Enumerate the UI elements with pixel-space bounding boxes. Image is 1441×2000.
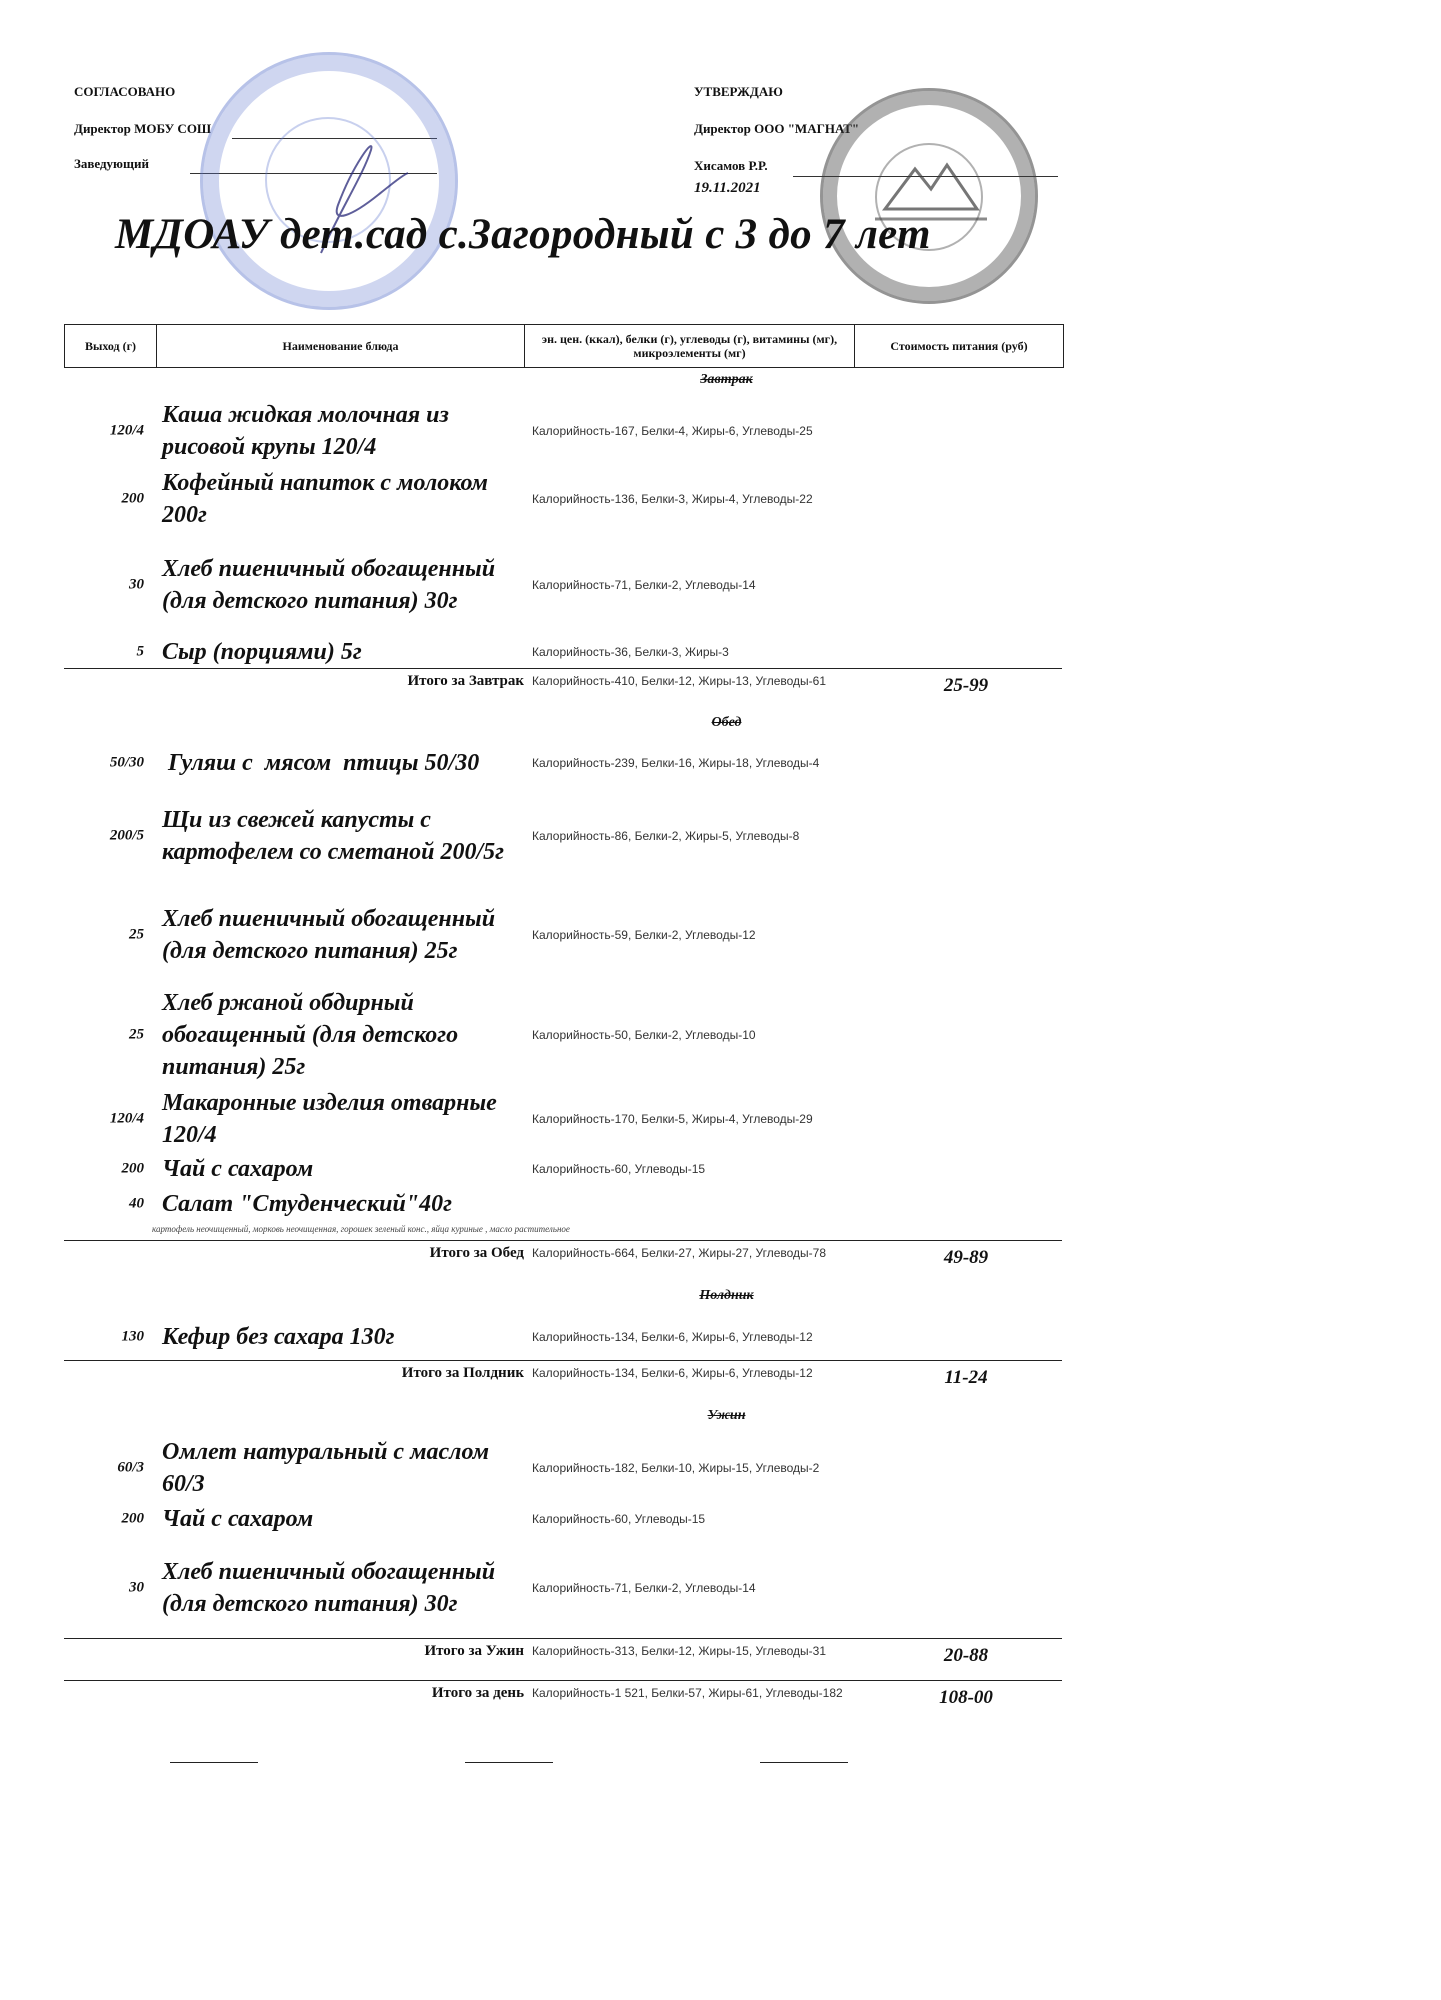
row-nutrition: Калорийность-60, Углеводы-15: [532, 1512, 706, 1526]
section-title-breakfast: Завтрак: [700, 372, 753, 387]
row-output: 60/3: [117, 1459, 144, 1476]
table-row: [64, 786, 1062, 886]
table-row: [64, 397, 1062, 465]
header-cost: Стоимость питания (руб): [890, 339, 1028, 353]
table-row: [64, 535, 1062, 635]
row-output: 25: [129, 926, 144, 943]
section-title-dinner: Ужин: [707, 1408, 746, 1423]
row-nutrition: Калорийность-86, Белки-2, Жиры-5, Углеводы-8: [532, 829, 800, 843]
row-output: 200: [121, 1160, 144, 1177]
header-nutrition: эн. цен. (ккал), белки (г), углеводы (г), витамины (мг), микроэлементы (мг): [525, 325, 855, 367]
approve-label: УТВЕРЖДАЮ: [694, 84, 783, 99]
row-output: 200/5: [109, 827, 144, 844]
total-label: Итого за Обед: [429, 1245, 524, 1261]
row-nutrition: Калорийность-71, Белки-2, Углеводы-14: [532, 578, 756, 592]
row-nutrition: Калорийность-136, Белки-3, Жиры-4, Углеводы-22: [532, 492, 813, 506]
signature-line: [170, 1762, 258, 1763]
total-row-lunch: [64, 1240, 1062, 1287]
director-company-label: Директор ООО "МАГНАТ": [694, 121, 860, 136]
row-dish: Хлеб пшеничный обогащенный (для детского питания) 30г: [162, 1559, 496, 1617]
row-output: 120/4: [109, 1110, 144, 1127]
mountain-logo-icon: [823, 91, 1035, 301]
table-row: [64, 744, 1062, 782]
total-row-dinner: [64, 1638, 1062, 1683]
row-dish: Чай с сахаром: [162, 1506, 314, 1532]
signature-line: [465, 1762, 553, 1763]
total-nutrition: Калорийность-664, Белки-27, Жиры-27, Углеводы-78: [532, 1246, 826, 1260]
row-nutrition: Калорийность-182, Белки-10, Жиры-15, Углеводы-2: [532, 1461, 820, 1475]
row-dish: Щи из свежей капусты с картофелем со сметаной 200/5г: [162, 807, 504, 865]
row-dish: Хлеб ржаной обдирный обогащенный (для детского питания) 25г: [162, 990, 459, 1080]
total-nutrition: Калорийность-410, Белки-12, Жиры-13, Углеводы-61: [532, 674, 826, 688]
total-cost: 108-00: [939, 1687, 993, 1708]
row-nutrition: Калорийность-36, Белки-3, Жиры-3: [532, 645, 729, 659]
salad-ingredients-note: картофель неочищенный, морковь неочищенная, горошек зеленый конс., яйца куриные , масло растительное: [152, 1224, 570, 1234]
row-dish: Гуляш с мясом птицы 50/30: [162, 750, 480, 776]
row-nutrition: Калорийность-134, Белки-6, Жиры-6, Углеводы-12: [532, 1330, 813, 1344]
row-dish: Каша жидкая молочная из рисовой крупы 120/4: [162, 402, 449, 460]
table-row: [64, 1538, 1062, 1638]
total-row-breakfast: [64, 668, 1062, 713]
table-row: [64, 885, 1062, 985]
row-dish: Омлет натуральный с маслом 60/3: [162, 1439, 490, 1497]
row-output: 5: [136, 643, 144, 660]
director-name: Хисамов Р.Р.: [694, 158, 768, 173]
total-label: Итого за Полдник: [401, 1365, 524, 1381]
row-dish: Чай с сахаром: [162, 1156, 314, 1182]
row-nutrition: Калорийность-170, Белки-5, Жиры-4, Углеводы-29: [532, 1112, 813, 1126]
row-dish: Хлеб пшеничный обогащенный (для детского питания) 25г: [162, 906, 496, 964]
total-label: Итого за день: [431, 1685, 524, 1701]
row-dish: Салат "Студенческий"40г: [162, 1191, 452, 1217]
table-row: [64, 985, 1062, 1085]
total-cost: 20-88: [943, 1645, 989, 1666]
row-dish: Сыр (порциями) 5г: [162, 639, 362, 665]
table-row: [64, 1188, 1062, 1220]
agreed-label: СОГЛАСОВАНО: [74, 84, 176, 99]
table-row: [64, 1503, 1062, 1535]
round-seal-kindergarten: [200, 52, 458, 310]
row-nutrition: Калорийность-59, Белки-2, Углеводы-12: [532, 928, 756, 942]
header-output: Выход (г): [65, 325, 157, 367]
table-row: [64, 1316, 1062, 1358]
row-output: 30: [129, 1579, 144, 1596]
total-row-snack: [64, 1360, 1062, 1405]
page-title: МДОАУ дет.сад с.Загородный с 3 до 7 лет: [115, 211, 931, 258]
row-nutrition: Калорийность-71, Белки-2, Углеводы-14: [532, 1581, 756, 1595]
table-row: [64, 636, 1062, 668]
row-output: 40: [129, 1195, 144, 1212]
section-title-lunch: Обед: [711, 715, 742, 730]
total-nutrition: Калорийность-313, Белки-12, Жиры-15, Углеводы-31: [532, 1644, 826, 1658]
row-output: 50/30: [109, 754, 144, 771]
total-nutrition: Калорийность-134, Белки-6, Жиры-6, Углеводы-12: [532, 1366, 813, 1380]
total-label: Итого за Завтрак: [407, 673, 524, 689]
total-cost: 49-89: [943, 1247, 989, 1268]
table-row: [64, 465, 1062, 533]
row-output: 30: [129, 576, 144, 593]
director-school-label: Директор МОБУ СОШ: [74, 121, 212, 136]
table-row: [64, 1085, 1062, 1153]
signature-line: [760, 1762, 848, 1763]
header-dish: Наименование блюда: [157, 325, 525, 367]
row-output: 200: [121, 1510, 144, 1527]
row-nutrition: Калорийность-50, Белки-2, Углеводы-10: [532, 1028, 756, 1042]
section-title-snack: Полдник: [699, 1288, 754, 1303]
signature-scribble-icon: [203, 55, 455, 307]
row-output: 200: [121, 490, 144, 507]
table-row: [64, 1153, 1062, 1185]
row-nutrition: Калорийность-239, Белки-16, Жиры-18, Углеводы-4: [532, 756, 820, 770]
round-seal-magnat: [820, 88, 1038, 304]
approval-date: 19.11.2021: [694, 180, 761, 196]
table-row: [64, 1434, 1062, 1502]
total-cost: 25-99: [943, 675, 989, 696]
total-nutrition: Калорийность-1 521, Белки-57, Жиры-61, Углеводы-182: [532, 1686, 843, 1700]
row-dish: Макаронные изделия отварные 120/4: [162, 1090, 497, 1148]
head-label: Заведующий: [74, 156, 149, 171]
total-label: Итого за Ужин: [424, 1643, 524, 1659]
table-header: [64, 324, 1064, 368]
total-row-day: [64, 1680, 1062, 1725]
row-output: 25: [129, 1026, 144, 1043]
total-cost: 11-24: [944, 1367, 988, 1388]
row-dish: Хлеб пшеничный обогащенный (для детского питания) 30г: [162, 556, 496, 614]
row-nutrition: Калорийность-60, Углеводы-15: [532, 1162, 706, 1176]
row-output: 130: [121, 1328, 144, 1345]
row-output: 120/4: [109, 422, 144, 439]
row-dish: Кефир без сахара 130г: [162, 1324, 395, 1350]
row-nutrition: Калорийность-167, Белки-4, Жиры-6, Углеводы-25: [532, 424, 813, 438]
row-dish: Кофейный напиток с молоком 200г: [162, 470, 488, 528]
